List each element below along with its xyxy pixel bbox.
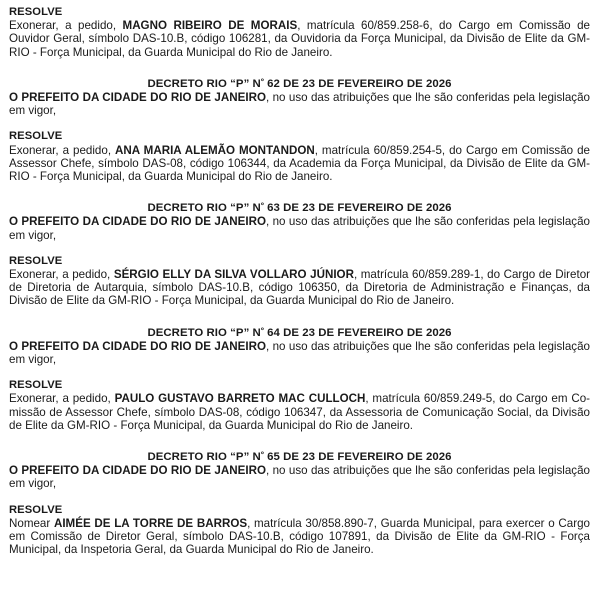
decree-prefix: DECRETO RIO [147,77,231,90]
act-details: , matrícula 60/859.254-5, do Cargo em Comissão de Assessor Chefe, símbolo DAS-08, código 106344, da Academia da Força Municipal, da Divisão de Elite da GM-RIO - Força Municipal, da Guarda Municipal do Rio de Janeiro. [9,143,590,184]
act-paragraph [9,392,590,432]
prefeito-rest: , no uso das atribuições que lhe são conferidas pela legislação em vigor, [9,91,590,118]
decree-date: DE 23 DE FEVEREIRO DE 2026 [279,77,452,90]
section-gap [9,308,590,327]
act-verb: Exonerar, a pedido, [9,143,116,157]
decree-heading [9,202,590,215]
act-verb: Exonerar, a pedido, [9,19,123,33]
decree-prefix: DECRETO RIO [147,326,231,339]
decree-quote-open: “ [230,202,236,215]
act-details: , matrícula 60/859.258-6, do Cargo em Comissão de Ouvidor Geral, símbolo DAS-10.B, código 106281, da Ouvidoria da Força Municipal, da Divisão de Elite da GM-RIO - Força Municipal, da Guarda Municipal do Rio de Janeiro. [9,19,590,59]
decree-section [9,202,590,307]
ordinal-indicator: º [260,201,264,211]
person-name: AIMÉE DE LA TORRE DE BARROS [53,516,248,530]
decree-heading [9,451,590,464]
decree-letter: P [235,77,244,90]
act-details: , matrícula 60/859.249-5, do Cargo em Co-missão de Assessor Chefe, símbolo DAS-08, código 106347, da Assessoria de Comunicação Social, da Divisão de Elite da GM-RIO - Força Municipal, da Guarda Municipal do Rio de Janeiro. [9,392,590,432]
decree-number-label: N [252,77,261,90]
decree-section [9,327,590,432]
decree-number: 64 [267,326,280,339]
decree-heading [9,327,590,340]
act-details: , matrícula 30/858.890-7, Guarda Municipal, para exercer o Cargo em Comissão de Diretor Geral, símbolo DAS-10.B, código 107891, da Divisão de Elite da GM-RIO - Força Municipal, da Inspetoria Geral, da Guarda Municipal do Rio de Janeiro. [9,516,590,557]
act-verb: Nomear [9,516,54,530]
prefeito-paragraph [9,91,590,117]
decree-letter: P [235,451,244,464]
act-paragraph [9,268,590,308]
decree-quote-open: “ [230,451,236,464]
decree-section [9,6,590,59]
decree-prefix: DECRETO RIO [147,451,231,464]
prefeito-paragraph [9,464,590,490]
section-gap [9,432,590,451]
decree-number-label: N [252,451,261,464]
decree-number: 65 [267,451,280,464]
ordinal-indicator: º [260,449,264,459]
decree-quote-open: “ [230,326,236,339]
ordinal-indicator: º [260,76,264,86]
paragraph-gap [9,366,590,379]
act-verb: Exonerar, a pedido, [9,392,115,406]
decree-number-label: N [252,326,261,339]
prefeito-paragraph [9,340,590,366]
act-details: , matrícula 60/859.289-1, do Cargo de Diretor de Diretoria de Autarquia, símbolo DAS-10.B, código 106350, da Diretoria de Administração e Finanças, da Divisão de Elite da GM-RIO - Força Municipal, da Guarda Municipal do Rio de Janeiro. [9,268,591,308]
decree-number-label: N [252,202,261,215]
person-name: PAULO GUSTAVO BARRETO MAC CULLOCH [114,392,366,406]
resolve-label: RESOLVE [9,254,63,267]
act-paragraph [9,144,590,184]
prefeito-lead: O PREFEITO DA CIDADE DO RIO DE JANEIRO [9,339,266,353]
section-gap [9,183,590,202]
decree-letter: P [235,326,244,339]
decree-quote-close: ” [243,326,250,339]
decree-date: DE 23 DE FEVEREIRO DE 2026 [279,326,452,339]
person-name: MAGNO RIBEIRO DE MORAIS [122,19,298,33]
prefeito-rest: , no uso das atribuições que lhe são conferidas pela legislação em vigor, [9,339,590,367]
ordinal-indicator: º [260,325,264,335]
decree-section [9,78,590,183]
decree-date: DE 23 DE FEVEREIRO DE 2026 [279,202,452,215]
prefeito-lead: O PREFEITO DA CIDADE DO RIO DE JANEIRO [9,91,266,105]
decree-section [9,451,590,556]
paragraph-gap [9,242,590,255]
paragraph-gap [9,491,590,504]
decree-quote-close: ” [243,451,250,464]
decree-prefix: DECRETO RIO [147,202,231,215]
act-paragraph [9,517,590,557]
decree-number: 63 [267,202,280,215]
paragraph-gap [9,117,590,130]
prefeito-lead: O PREFEITO DA CIDADE DO RIO DE JANEIRO [9,464,266,478]
act-paragraph [9,19,590,59]
decree-heading [9,78,590,91]
resolve-label: RESOLVE [9,6,63,18]
decree-letter: P [235,202,244,215]
prefeito-rest: , no uso das atribuições que lhe são conferidas pela legislação em vigor, [9,215,590,242]
section-gap [9,59,590,78]
decree-number: 62 [267,77,280,90]
resolve-label: RESOLVE [9,503,63,516]
person-name: ANA MARIA ALEMÃO MONTANDON [115,143,315,157]
prefeito-lead: O PREFEITO DA CIDADE DO RIO DE JANEIRO [9,215,266,229]
decree-quote-close: ” [243,77,250,90]
decree-quote-open: “ [230,77,236,90]
act-verb: Exonerar, a pedido, [9,268,114,282]
decree-date: DE 23 DE FEVEREIRO DE 2026 [279,451,452,464]
prefeito-rest: , no uso das atribuições que lhe são conferidas pela legislação em vigor, [9,464,590,491]
resolve-label: RESOLVE [9,379,63,392]
decree-quote-close: ” [243,202,250,215]
prefeito-paragraph [9,215,590,241]
person-name: SÉRGIO ELLY DA SILVA VOLLARO JÚNIOR [113,268,354,282]
resolve-label: RESOLVE [9,130,63,143]
